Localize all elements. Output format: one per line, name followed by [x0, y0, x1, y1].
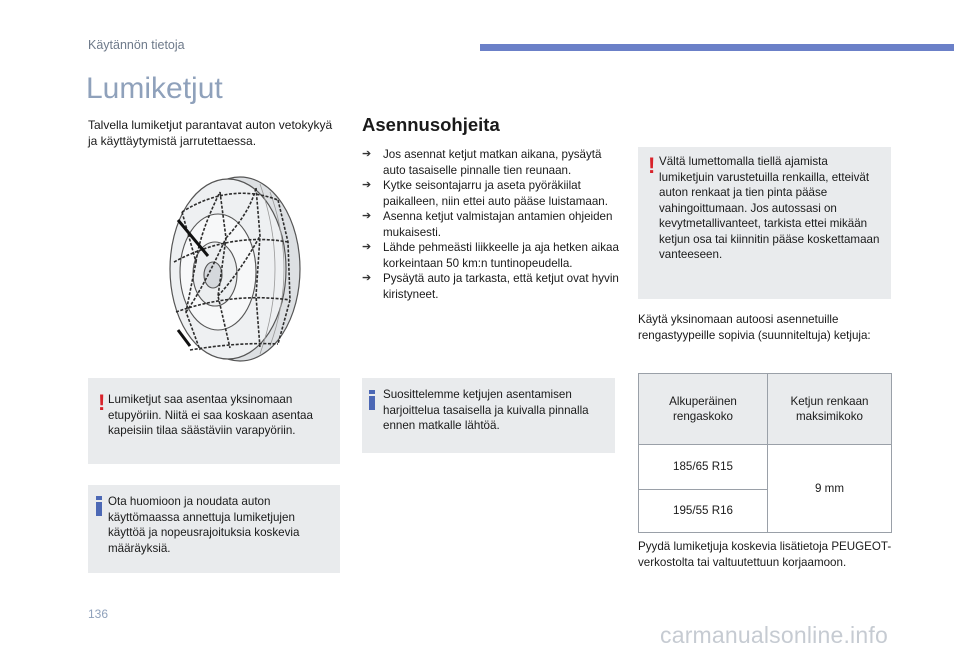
info-box-regulations [88, 485, 340, 573]
step-text: Pysäytä auto ja tarkasta, että ketjut ovat hyvin kiristyneet. [383, 272, 619, 301]
rim [180, 214, 256, 330]
warning-box-snowless-road [638, 147, 891, 299]
arrow-bullet-icon: ➔ [362, 148, 372, 160]
intro-text: Talvella lumiketjut parantavat auton vetokykyä ja käyttäytymistä jarrutettaessa. [88, 118, 333, 148]
warning-icon: ! [98, 390, 106, 415]
snow-chain-wheel-illustration [160, 172, 305, 366]
warning-text: Vältä lumettomalla tiellä ajamista lumiketjuin varustetuilla renkailla, etteivät auton renkaat ja tien pinta pääse vahingoittumaan. Jos autossasi on kevytmetallivanteet, tarkista ettei mikään ketjun osa tai kiinnitin pääse koskettamaan vanteeseen. [659, 155, 880, 261]
info-text: Ota huomioon ja noudata auton käyttömaassa annettuja lumiketjujen käyttöä ja nopeusrajoituksia koskevia määräyksiä. [108, 495, 300, 555]
step-text: Kytke seisontajarru ja aseta pyöräkiilat paikalleen, niin ettei auto pääse luistamaan. [383, 179, 608, 208]
watermark: carmanualsonline.info [660, 622, 888, 648]
page-number: 136 [88, 607, 109, 621]
warning-icon: ! [648, 153, 656, 178]
arrow-bullet-icon: ➔ [362, 210, 372, 222]
usage-text: Käytä yksinomaan autoosi asennetuille rengastyypeille sopivia (suunniteltuja) ketjuja: [638, 313, 871, 342]
table-divider-header [639, 444, 891, 445]
chain-size-table [638, 373, 892, 533]
info-box-practice [362, 378, 615, 453]
table-cell-size-2: 195/55 R16 [673, 504, 733, 518]
page-title: Lumiketjut [86, 72, 223, 105]
list-item [362, 240, 620, 271]
section-heading: Käytännön tietoja [88, 38, 185, 52]
warning-text: Lumiketjut saa asentaa yksinomaan etupyöriin. Niitä ei saa koskaan asentaa kapeisiin tilaa säästäviin varapyöriin. [108, 393, 313, 437]
footer-note: Pyydä lumiketjuja koskevia lisätietoja PEUGEOT-verkostolta tai valtuutettuun korjaamoon. [638, 540, 892, 569]
arrow-bullet-icon: ➔ [362, 272, 372, 284]
table-cell-size-1: 185/65 R15 [673, 460, 733, 474]
installation-steps [362, 147, 620, 302]
table-divider-row [639, 489, 767, 490]
list-item [362, 271, 620, 302]
step-text: Asenna ketjut valmistajan antamien ohjeiden mukaisesti. [383, 210, 613, 239]
table-header-original-size: Alkuperäinen rengaskoko [639, 374, 767, 444]
list-item [362, 178, 620, 209]
step-text: Lähde pehmeästi liikkeelle ja aja hetken aikaa korkeintaan 50 km:n tuntinopeudella. [383, 241, 619, 270]
arrow-bullet-icon: ➔ [362, 241, 372, 253]
list-item [362, 209, 620, 240]
info-text: Suosittelemme ketjujen asentamisen harjoittelua tasaisella ja kuivalla pinnalla ennen matkalle lähtöä. [383, 388, 589, 432]
arrow-bullet-icon: ➔ [362, 179, 372, 191]
table-divider-vertical [767, 374, 768, 532]
header-accent-bar [480, 44, 954, 51]
installation-heading: Asennusohjeita [362, 114, 500, 135]
table-header-max-size: Ketjun renkaan maksimikoko [768, 374, 891, 444]
table-cell-max: 9 mm [815, 481, 844, 495]
warning-box-front-wheels [88, 378, 340, 464]
list-item [362, 147, 620, 178]
step-text: Jos asennat ketjut matkan aikana, pysäytä auto tasaiselle pinnalle tien reunaan. [383, 148, 602, 177]
